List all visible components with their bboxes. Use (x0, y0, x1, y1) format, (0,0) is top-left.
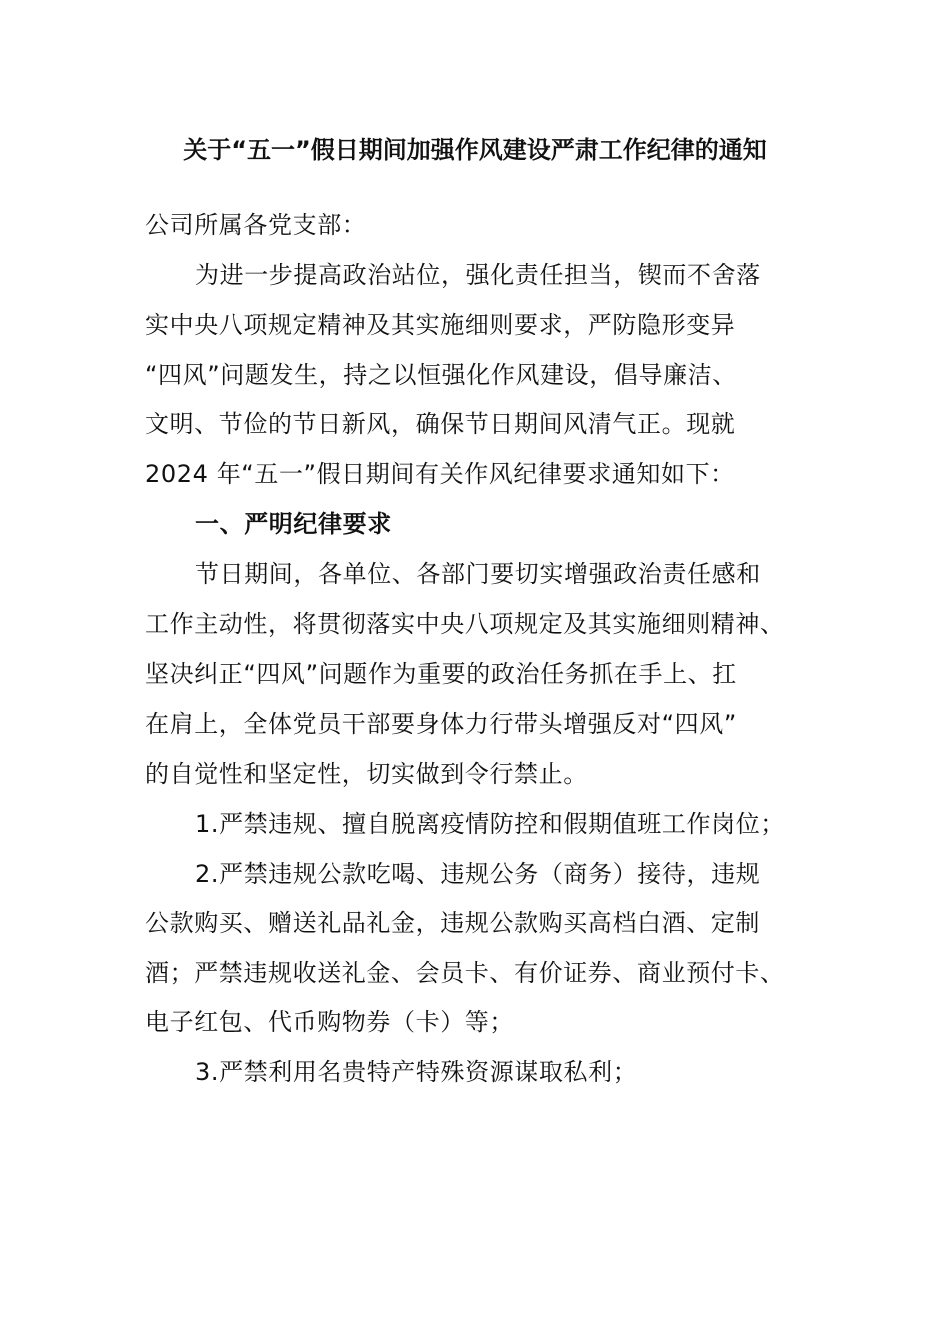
section-line: 在肩上，全体党员干部要身体力行带头增强反对“四风” (145, 710, 737, 738)
section-line: 坚决纠正“四风”问题作为重要的政治任务抓在手上、扛 (145, 660, 737, 688)
salutation: 公司所属各党支部： (145, 211, 367, 239)
intro-line: 文明、节俭的节日新风，确保节日期间风清气正。现就 (145, 410, 736, 438)
list-item-line: 公款购买、赠送礼品礼金，违规公款购买高档白酒、定制 (145, 909, 760, 937)
section-line: 工作主动性，将贯彻落实中央八项规定及其实施细则精神、 (145, 610, 785, 638)
intro-line: 为进一步提高政治站位，强化责任担当，锲而不舍落 (195, 261, 761, 289)
intro-line: 实中央八项规定精神及其实施细则要求，严防隐形变异 (145, 311, 736, 339)
list-item: 1.严禁违规、擅自脱离疫情防控和假期值班工作岗位； (195, 810, 785, 838)
list-item-line: 电子红包、代币购物券（卡）等； (145, 1008, 514, 1036)
list-item-line: 酒；严禁违规收送礼金、会员卡、有价证券、商业预付卡、 (145, 959, 785, 987)
intro-line: 2024 年“五一”假日期间有关作风纪律要求通知如下： (145, 460, 735, 488)
intro-line: “四风”问题发生，持之以恒强化作风建设，倡导廉洁、 (145, 361, 737, 389)
section-line: 的自觉性和坚定性，切实做到令行禁止。 (145, 760, 588, 788)
document-title: 关于“五一”假日期间加强作风建设严肃工作纪律的通知 (183, 136, 767, 164)
section-line: 节日期间，各单位、各部门要切实增强政治责任感和 (195, 560, 761, 588)
list-item: 2.严禁违规公款吃喝、违规公务（商务）接待，违规 (195, 860, 761, 888)
list-item: 3.严禁利用名贵特产特殊资源谋取私利； (195, 1058, 638, 1086)
section-heading: 一、严明纪律要求 (195, 510, 392, 538)
